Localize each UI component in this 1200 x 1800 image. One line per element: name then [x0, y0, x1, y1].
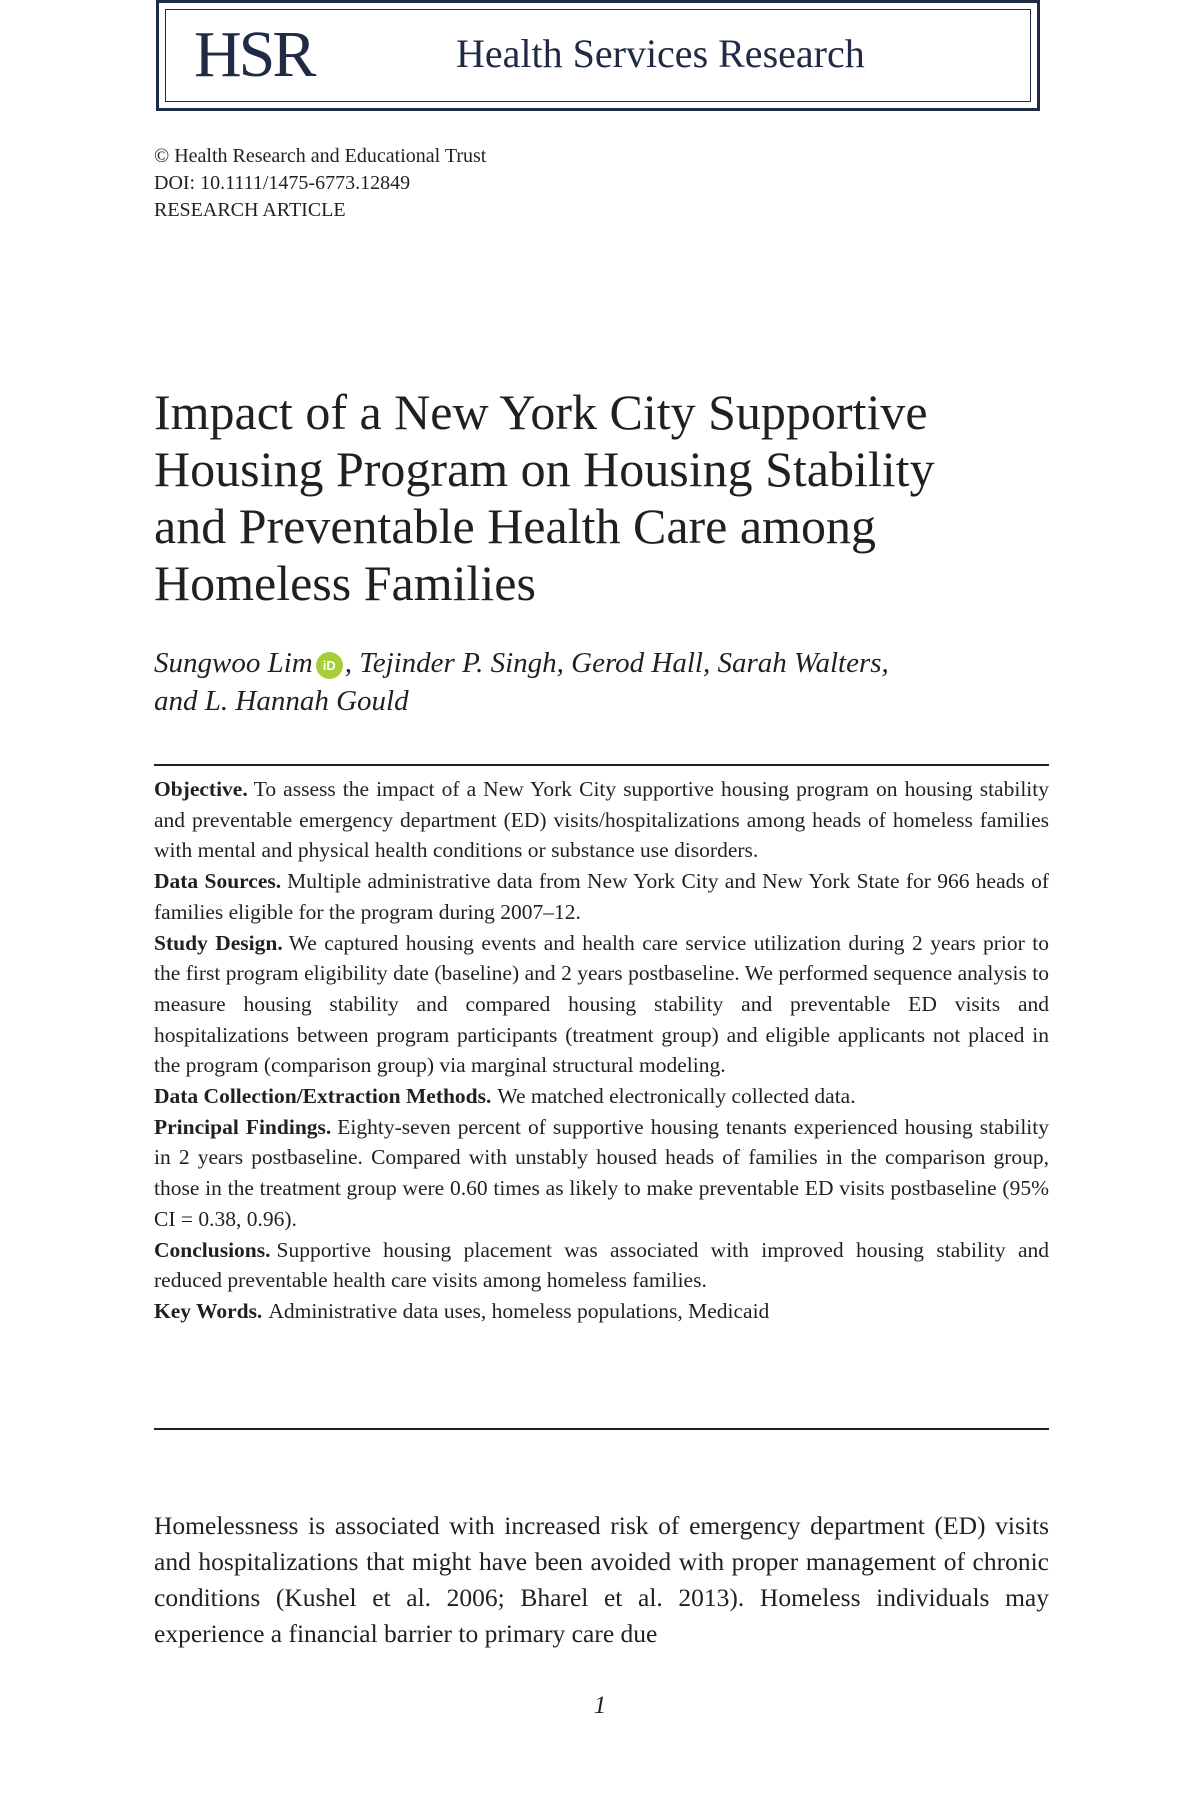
- title-line: Housing Program on Housing Stability: [154, 441, 935, 497]
- authors-line-1: [154, 644, 1054, 682]
- abstract-conclusions: [154, 1235, 1049, 1296]
- title-line: Impact of a New York City Supportive: [154, 384, 928, 440]
- abstract-text: To assess the impact of a New York City supportive housing program on housing stability and preventable emergency department (ED) visits/hospitalizations among heads of homeless families with mental and physical health conditions or substance use disorders.: [154, 777, 1049, 863]
- hsr-logo: HSR: [194, 18, 314, 91]
- abstract-study-design: [154, 928, 1049, 1082]
- abstract-label: Principal Findings.: [154, 1114, 332, 1139]
- abstract-label: Key Words.: [154, 1298, 263, 1323]
- abstract-text: Eighty-seven percent of supportive housing tenants experienced housing stability in 2 years postbaseline. Compared with unstably housed heads of families in the comparison group, those in the treatment group were 0.60 times as likely to make preventable ED visits postbaseline (95% CI = 0.38, 0.96).: [154, 1114, 1049, 1231]
- article-title: [154, 384, 1054, 612]
- abstract-bottom-rule: [154, 1428, 1049, 1430]
- abstract-label: Data Sources.: [154, 869, 282, 894]
- abstract-label: Objective.: [154, 777, 248, 801]
- abstract-text: We matched electronically collected data.: [497, 1084, 856, 1109]
- journal-masthead: [156, 0, 1040, 111]
- abstract-label: Conclusions.: [154, 1237, 271, 1262]
- co-authors: , Tejinder P. Singh, Gerod Hall, Sarah Walters,: [344, 647, 889, 679]
- abstract-objective: [154, 774, 1049, 866]
- abstract: [154, 774, 1049, 1327]
- abstract-text: Supportive housing placement was associated with improved housing stability and reduced preventable health care visits among homeless families.: [154, 1237, 1049, 1293]
- journal-name: Health Services Research: [456, 31, 865, 76]
- abstract-label: Study Design.: [154, 930, 283, 955]
- orcid-icon[interactable]: iD: [316, 652, 343, 679]
- abstract-key-words: [154, 1296, 1049, 1327]
- copyright-line: © Health Research and Educational Trust: [154, 145, 487, 167]
- abstract-data-collection: [154, 1081, 1049, 1112]
- doi-line: DOI: 10.1111/1475-6773.12849: [154, 172, 411, 194]
- article-meta: [154, 143, 486, 224]
- abstract-label: Data Collection/Extraction Methods.: [154, 1084, 492, 1109]
- author-list: [154, 644, 1054, 720]
- abstract-text: Administrative data uses, homeless populations, Medicaid: [268, 1298, 770, 1323]
- abstract-principal-findings: [154, 1112, 1049, 1235]
- page-number: 1: [593, 1692, 607, 1719]
- article-type: RESEARCH ARTICLE: [154, 199, 346, 221]
- body-paragraph: Homelessness is associated with increased risk of emergency department (ED) visits and hospitalizations that might have been avoided with proper management of chronic conditions (Kushel et al. 2006; Bharel et al. 2013). Homeless individuals may experience a financial barrier to primary care due: [154, 1511, 1049, 1648]
- title-line: Homeless Families: [154, 555, 536, 611]
- abstract-text: Multiple administrative data from New York City and New York State for 966 heads of families eligible for the program during 2007–12.: [154, 869, 1049, 924]
- abstract-text: We captured housing events and health care service utilization during 2 years prior to the first program eligibility date (baseline) and 2 years postbaseline. We performed sequence analysis to measure housing stability and compared housing stability and preventable ED visits and hospitalizations between program participants (treatment group) and eligible applicants not placed in the program (comparison group) via marginal structural modeling.: [154, 930, 1049, 1078]
- abstract-top-rule: [154, 764, 1049, 766]
- masthead-inner-frame: [165, 9, 1031, 102]
- first-author: Sungwoo Lim: [154, 647, 313, 679]
- title-line: and Preventable Health Care among: [154, 498, 876, 554]
- abstract-data-sources: [154, 866, 1049, 927]
- authors-line-2: and L. Hannah Gould: [154, 685, 409, 717]
